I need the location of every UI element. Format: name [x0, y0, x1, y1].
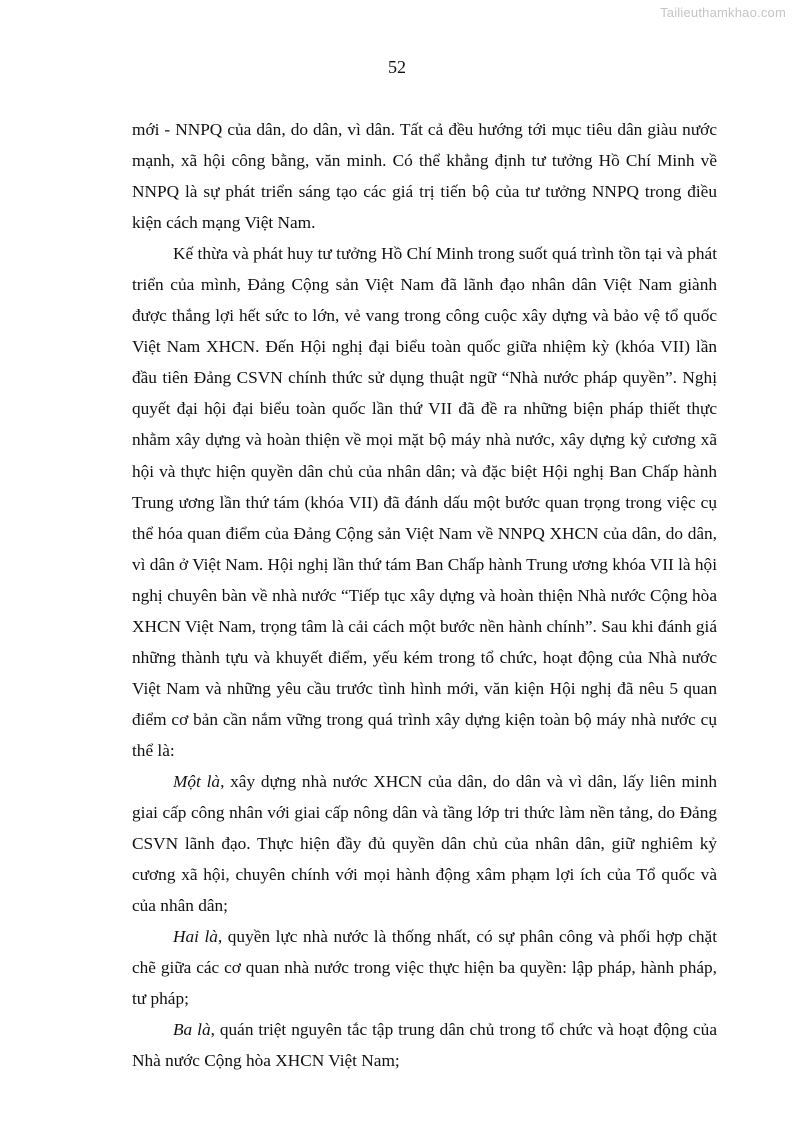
point-1-lead: Một là [173, 771, 221, 791]
paragraph-point-2 [132, 921, 717, 1014]
watermark: Tailieuthamkhao.com [660, 5, 786, 20]
point-1-text: , xây dựng nhà nước XHCN của dân, do dân và vì dân, lấy liên minh giai cấp công nhân với giai cấp nông dân và tầng lớp tri thức làm nền tảng, do Đảng CSVN lãnh đạo. Thực hiện đầy đủ quyền dân chủ của nhân dân, giữ nghiêm kỷ cương xã hội, chuyên chính với mọi hành động xâm phạm lợi ích của Tổ quốc và của nhân dân; [132, 771, 717, 916]
paragraph-point-3 [132, 1014, 717, 1076]
point-2-text: , quyền lực nhà nước là thống nhất, có sự phân công và phối hợp chặt chẽ giữa các cơ quan nhà nước trong việc thực hiện ba quyền: lập pháp, hành pháp, tư pháp; [132, 927, 717, 1009]
point-3-lead: Ba là [173, 1020, 211, 1040]
paragraph-1-text: mới - NNPQ của dân, do dân, vì dân. Tất cả đều hướng tới mục tiêu dân giàu nước mạnh, xã hội công bằng, văn minh. Có thể khẳng định tư tưởng Hồ Chí Minh về NNPQ là sự phát triển sáng tạo các giá trị tiến bộ của tư tưởng NNPQ trong điều kiện cách mạng Việt Nam. [132, 120, 717, 233]
paragraph-1 [132, 114, 717, 238]
paragraph-point-1 [132, 766, 717, 921]
document-body [132, 114, 717, 1076]
point-3-text: , quán triệt nguyên tắc tập trung dân chủ trong tổ chức và hoạt động của Nhà nước Cộng hòa XHCN Việt Nam; [132, 1020, 717, 1071]
paragraph-2-text: Kế thừa và phát huy tư tưởng Hồ Chí Minh trong suốt quá trình tồn tại và phát triển của mình, Đảng Cộng sản Việt Nam đã lãnh đạo nhân dân Việt Nam giành được thắng lợi hết sức to lớn, vẻ vang trong công cuộc xây dựng và bảo vệ tổ quốc Việt Nam XHCN. Đến Hội nghị đại biểu toàn quốc giữa nhiệm kỳ (khóa VII) lần đầu tiên Đảng CSVN chính thức sử dụng thuật ngữ “Nhà nước pháp quyền”. Nghị quyết đại hội đại biểu toàn quốc lần thứ VII đã đề ra những biện pháp thiết thực nhằm xây dựng và hoàn thiện về mọi mặt bộ máy nhà nước, xây dựng kỷ cương xã hội và thực hiện quyền dân chủ của nhân dân; và đặc biệt Hội nghị Ban Chấp hành Trung ương lần thứ tám (khóa VII) đã đánh dấu một bước quan trọng trong việc cụ thể hóa quan điểm của Đảng Cộng sản Việt Nam về NNPQ XHCN của dân, do dân, vì dân ở Việt Nam. Hội nghị lần thứ tám Ban Chấp hành Trung ương khóa VII là hội nghị chuyên bàn về nhà nước “Tiếp tục xây dựng và hoàn thiện Nhà nước Cộng hòa XHCN Việt Nam, trọng tâm là cải cách một bước nền hành chính”. Sau khi đánh giá những thành tựu và khuyết điểm, yếu kém trong tổ chức, hoạt động của Nhà nước Việt Nam và những yêu cầu trước tình hình mới, văn kiện Hội nghị đã nêu 5 quan điểm cơ bản cần nắm vững trong quá trình xây dựng kiện toàn bộ máy nhà nước cụ thể là: [132, 244, 717, 760]
paragraph-2 [132, 238, 717, 766]
point-2-lead: Hai là [173, 927, 218, 947]
page-number: 52 [388, 57, 406, 77]
